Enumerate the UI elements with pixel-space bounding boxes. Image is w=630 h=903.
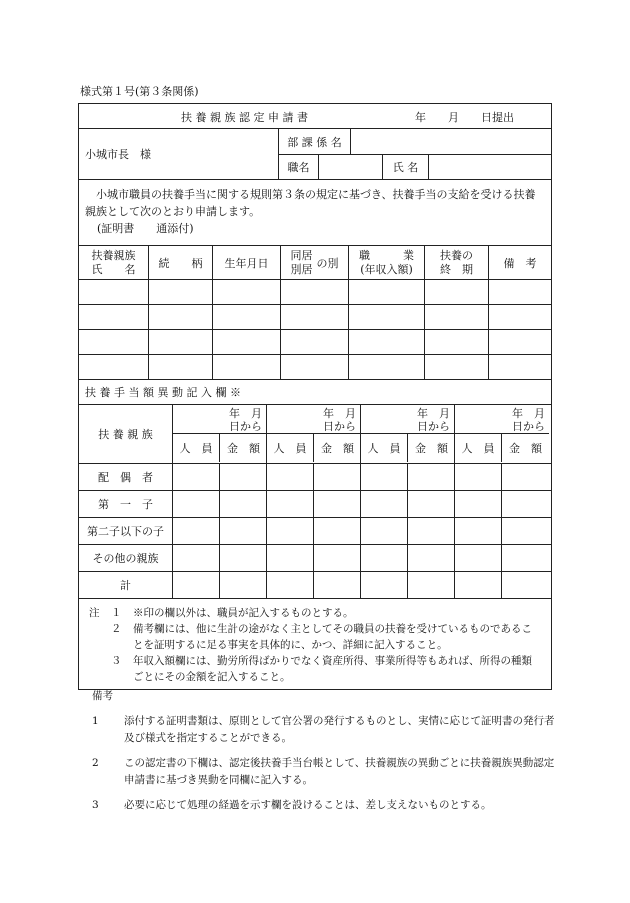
table-row[interactable] (79, 305, 551, 330)
name-field[interactable] (429, 155, 551, 179)
allowance-row-second-child-onward[interactable]: 第二子以下の子 (79, 518, 551, 545)
remarks-title: 備考 (92, 690, 113, 702)
notes-block: 注 １ ※印の欄以外は、職員が記入するものとする。 ２ 備考欄には、他に生計の途がなく主としてその職員の扶養を受けているものであることを証明するに足る事実を具体的に、かつ、詳細に記入すること。 ３ 年収入額欄には、勤労所得ばかりでなく資産所得、事業所得等もあれば、所得の種類ごとにその金額を記入すること。 (79, 599, 551, 689)
submission-date: 年 月 日提出 (415, 111, 514, 124)
note-2: 備考欄には、他に生計の途がなく主としてその職員の扶養を受けているものであることを証明するに足る事実を具体的に、かつ、詳細に記入すること。 (133, 623, 532, 651)
remarks-header: 備 考 (503, 256, 537, 270)
position-field[interactable] (319, 155, 383, 179)
remarks-item: 2 この認定書の下欄は、認定後扶養手当台帳として、扶養親族の異動ごとに扶養親族異動認定申請書に基づき異動を同欄に記入する。 (92, 757, 555, 786)
application-form (78, 103, 552, 690)
name-label: 氏 名 (383, 155, 429, 179)
department-field[interactable] (351, 129, 551, 154)
allowance-row-first-child[interactable]: 第 一 子 (79, 491, 551, 518)
note-1: ※印の欄以外は、職員が記入するものとする。 (133, 607, 354, 619)
allowance-row-spouse[interactable]: 配 偶 者 (79, 464, 551, 491)
remarks-item: 3 必要に応じて処理の経過を示す欄を設けることは、差し支えないものとする。 (92, 799, 492, 811)
table-row[interactable] (79, 330, 551, 355)
dependents-header-row (79, 246, 551, 280)
allowance-section-title: 扶 養 手 当 額 異 動 記 入 欄 ※ (79, 380, 551, 405)
allowance-row-total[interactable]: 計 (79, 572, 551, 599)
statement-text: 小城市職員の扶養手当に関する規則第３条の規定に基づき、扶養手当の支給を受ける扶養親族として次のとおり申請します。 (85, 188, 536, 218)
remarks-section (80, 688, 558, 814)
period-column-3: 年 月 日から 人 員 金 額 (361, 405, 455, 463)
dependent-name-header: 扶養親族 氏 名 (79, 246, 149, 279)
allowance-header-row (79, 405, 551, 464)
form-title: 扶 養 親 族 認 定 申 請 書 (181, 111, 308, 124)
support-end-header: 扶養の 終 期 (425, 246, 489, 279)
statement-block (79, 180, 551, 246)
allowance-row-other-relatives[interactable]: その他の親族 (79, 545, 551, 572)
notes-prefix: 注 (89, 607, 100, 619)
title-row (79, 104, 551, 129)
cohabitation-header: 同居 別居 の別 (281, 246, 349, 279)
table-row[interactable] (79, 355, 551, 380)
table-row[interactable] (79, 280, 551, 305)
addressee: 小城市長 様 (79, 129, 279, 179)
attachment-note: (証明書 通添付) (97, 222, 194, 235)
period-column-4: 年 月 日から 人 員 金 額 (455, 405, 549, 463)
note-3: 年収入額欄には、勤労所得ばかりでなく資産所得、事業所得等もあれば、所得の種類ごとにその金額を記入すること。 (133, 655, 532, 683)
period-column-1: 年 月 日から 人 員 金 額 (173, 405, 267, 463)
department-label: 部 課 係 名 (279, 129, 351, 154)
period-column-2: 年 月 日から 人 員 金 額 (267, 405, 361, 463)
form-number-label: 様式第１号(第３条関係) (80, 85, 199, 98)
remarks-item: 1 添付する証明書類は、原則として官公署の発行するものとし、実情に応じて証明書の発行者及び様式を指定することができる。 (92, 715, 555, 744)
birthdate-header: 生年月日 (213, 246, 281, 279)
kinship-header: 扶 養 親 族 (79, 405, 173, 463)
position-label: 職名 (279, 155, 319, 179)
relationship-header: 続 柄 (149, 246, 213, 279)
occupation-header: 職 業 (年収入額) (349, 246, 425, 279)
applicant-info-row (79, 129, 551, 180)
